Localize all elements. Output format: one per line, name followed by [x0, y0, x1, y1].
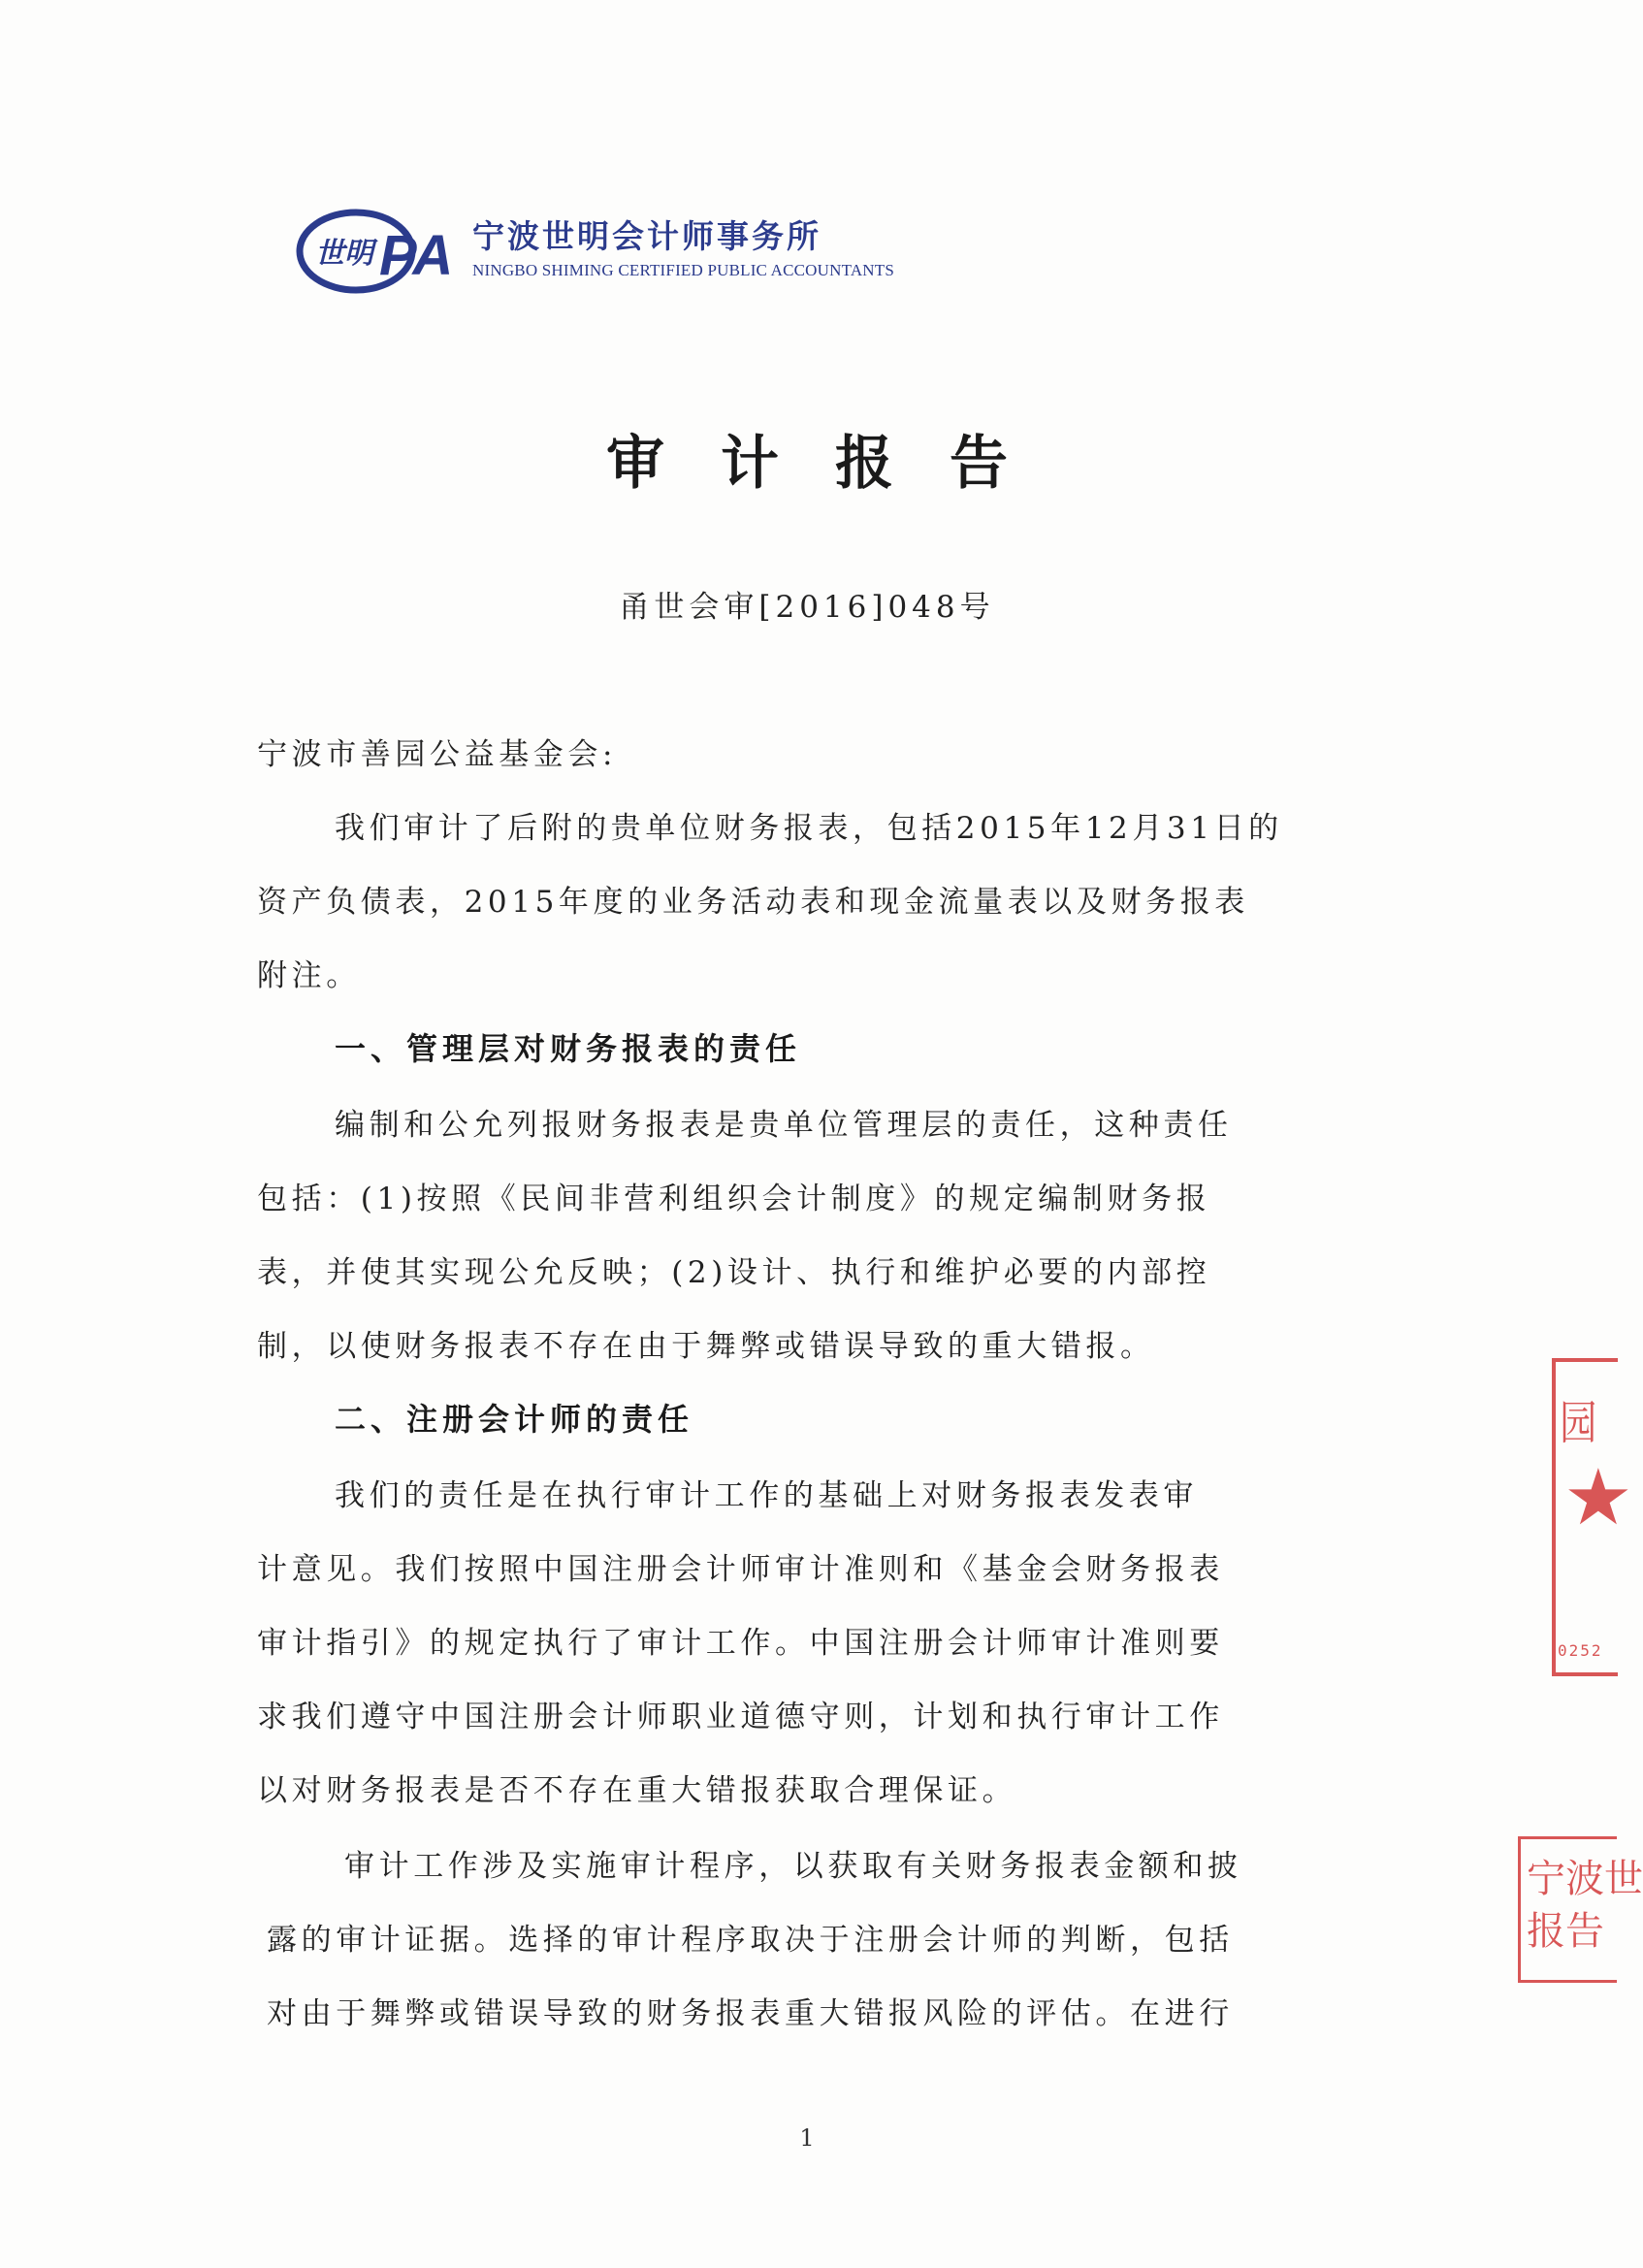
- red-stamp-fragment: [1518, 1836, 1643, 1983]
- addressee: 宁波市善园公益基金会:: [257, 737, 618, 772]
- letterhead: [296, 202, 894, 299]
- page-number: 1: [799, 2124, 815, 2152]
- document-number: 甬世会审[2016]048号: [619, 590, 995, 625]
- seal-character: 园: [1560, 1396, 1597, 1450]
- paragraph-line: 我们审计了后附的贵单位财务报表，包括2015年12月31日的: [335, 811, 1283, 846]
- seal-star-icon: ★: [1563, 1452, 1633, 1542]
- section-heading-management: 一、管理层对财务报表的责任: [335, 1030, 802, 1067]
- firm-logo: [296, 205, 461, 297]
- paragraph-line: 审计指引》的规定执行了审计工作。中国注册会计师审计准则要: [257, 1626, 1224, 1661]
- paragraph-line: 资产负债表，2015年度的业务活动表和现金流量表以及财务报表: [257, 885, 1249, 920]
- paragraph-line: 包括：(1)按照《民间非营利组织会计制度》的规定编制财务报: [257, 1182, 1211, 1216]
- paragraph-line: 附注。: [257, 958, 361, 993]
- paragraph-line: 审计工作涉及实施审计程序，以获取有关财务报表金额和披: [344, 1849, 1242, 1884]
- paragraph-line: 我们的责任是在执行审计工作的基础上对财务报表发表审: [335, 1478, 1198, 1513]
- paragraph-line: 露的审计证据。选择的审计程序取决于注册会计师的判断，包括: [267, 1923, 1234, 1958]
- seal-number: 0252: [1558, 1641, 1603, 1660]
- red-seal-fragment: [1552, 1358, 1633, 1676]
- paragraph-line: 制，以使财务报表不存在由于舞弊或错误导致的重大错报。: [257, 1329, 1155, 1364]
- firm-name-cn: 宁波世明会计师事务所: [472, 217, 822, 255]
- report-title: 审计报告: [606, 430, 1064, 498]
- paragraph-line: 编制和公允列报财务报表是贵单位管理层的责任，这种责任: [335, 1108, 1233, 1143]
- svg-text:世明: 世明: [315, 236, 373, 271]
- paragraph-line: 求我们遵守中国注册会计师职业道德守则，计划和执行审计工作: [257, 1700, 1224, 1734]
- firm-name-block: [472, 217, 894, 283]
- section-heading-auditor: 二、注册会计师的责任: [335, 1401, 694, 1438]
- firm-logo-icon: [296, 205, 461, 297]
- paragraph-line: 表，并使其实现公允反映；(2)设计、执行和维护必要的内部控: [257, 1255, 1211, 1290]
- stamp-row-1: 宁波世: [1527, 1857, 1643, 1901]
- paragraph-line: 以对财务报表是否不存在重大错报获取合理保证。: [257, 1773, 1017, 1808]
- stamp-row-2: 报告: [1527, 1909, 1604, 1954]
- svg-text:PA: PA: [379, 223, 454, 287]
- firm-name-en: NINGBO SHIMING CERTIFIED PUBLIC ACCOUNTANTS: [472, 261, 895, 279]
- paragraph-line: 计意见。我们按照中国注册会计师审计准则和《基金会财务报表: [257, 1552, 1224, 1587]
- paragraph-line: 对由于舞弊或错误导致的财务报表重大错报风险的评估。在进行: [267, 1996, 1234, 2031]
